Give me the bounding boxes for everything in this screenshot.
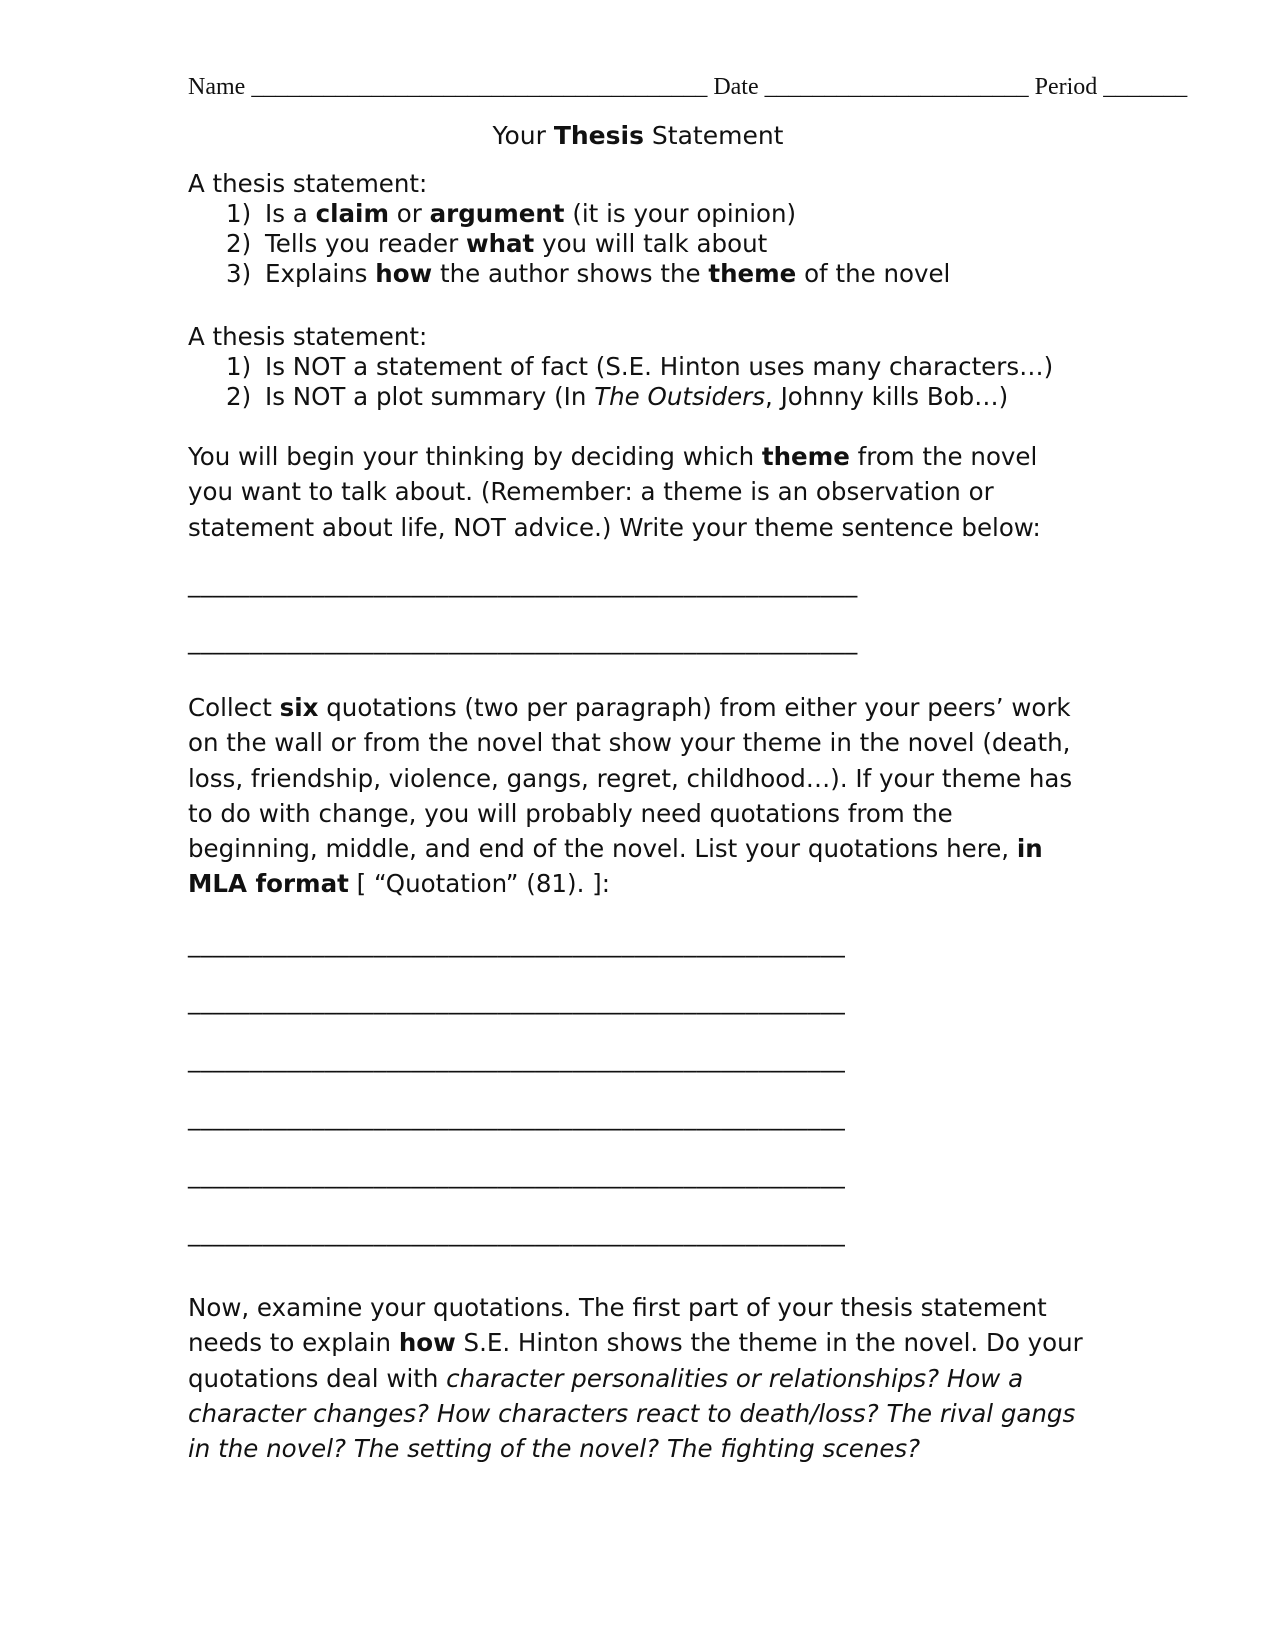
thesis-is-not-section: [188, 322, 1088, 412]
title-post: Statement: [651, 121, 784, 150]
list-item: 2) Is NOT a plot summary (In The Outsiders, Johnny kills Bob…): [226, 382, 1009, 411]
title-pre: Your: [492, 121, 546, 150]
quotation-answer-line[interactable]: _____________________________________________________: [188, 1161, 846, 1189]
theme-answer-line[interactable]: ______________________________________________________: [188, 570, 858, 598]
period-label: Period: [1034, 74, 1098, 100]
list-item: 3) Explains how the author shows the theme of the novel: [226, 259, 951, 288]
theme-instructions: You will begin your thinking by deciding which theme from the novel you want to talk about. (Remember: a theme is an observation or statement about life, NOT advice.) Write your theme sentence below:: [188, 442, 1041, 542]
period-field[interactable]: _______: [1103, 74, 1188, 100]
list-item: 1) Is NOT a statement of fact (S.E. Hinton uses many characters…): [226, 352, 1054, 381]
thesis-is-not-intro: A thesis statement:: [188, 322, 428, 351]
quotation-answer-line[interactable]: _____________________________________________________: [188, 930, 846, 958]
name-label: Name: [188, 74, 246, 100]
thesis-is-not-list: [188, 352, 1088, 412]
name-field[interactable]: ______________________________________: [251, 74, 708, 100]
title-bold: Thesis: [553, 121, 644, 150]
page-title: [188, 121, 1088, 150]
thesis-is-intro: A thesis statement:: [188, 169, 428, 198]
date-label: Date: [713, 74, 759, 100]
thesis-is-list: [188, 199, 1088, 289]
theme-answer-line[interactable]: ______________________________________________________: [188, 627, 858, 655]
date-field[interactable]: ______________________: [764, 74, 1029, 100]
examine-instructions: Now, examine your quotations. The first part of your thesis statement needs to explain how S.E. Hinton shows the theme in the novel. Do your quotations deal with character personalities or relationships? How a character changes? How characters react to death/loss? The rival gangs in the novel? The setting of the novel? The fighting scenes?: [188, 1293, 1083, 1464]
quotation-answer-line[interactable]: _____________________________________________________: [188, 1103, 846, 1131]
quotation-answer-line[interactable]: _____________________________________________________: [188, 1219, 846, 1247]
quotation-answer-line[interactable]: _____________________________________________________: [188, 1045, 846, 1073]
list-item: 1) Is a claim or argument (it is your opinion): [226, 199, 797, 228]
student-info-header: [188, 74, 1188, 101]
quotation-instructions: Collect six quotations (two per paragraph) from either your peers’ work on the wall or from the novel that show your theme in the novel (death, loss, friendship, violence, gangs, regret, childhood…). If your theme has to do with change, you will probably need quotations from the beginning, middle, and end of the novel. List your quotations here, in MLA format [ “Quotation” (81). ]:: [188, 693, 1073, 899]
list-item: 2) Tells you reader what you will talk about: [226, 229, 768, 258]
quotation-answer-line[interactable]: _____________________________________________________: [188, 987, 846, 1015]
thesis-is-section: [188, 169, 1088, 289]
